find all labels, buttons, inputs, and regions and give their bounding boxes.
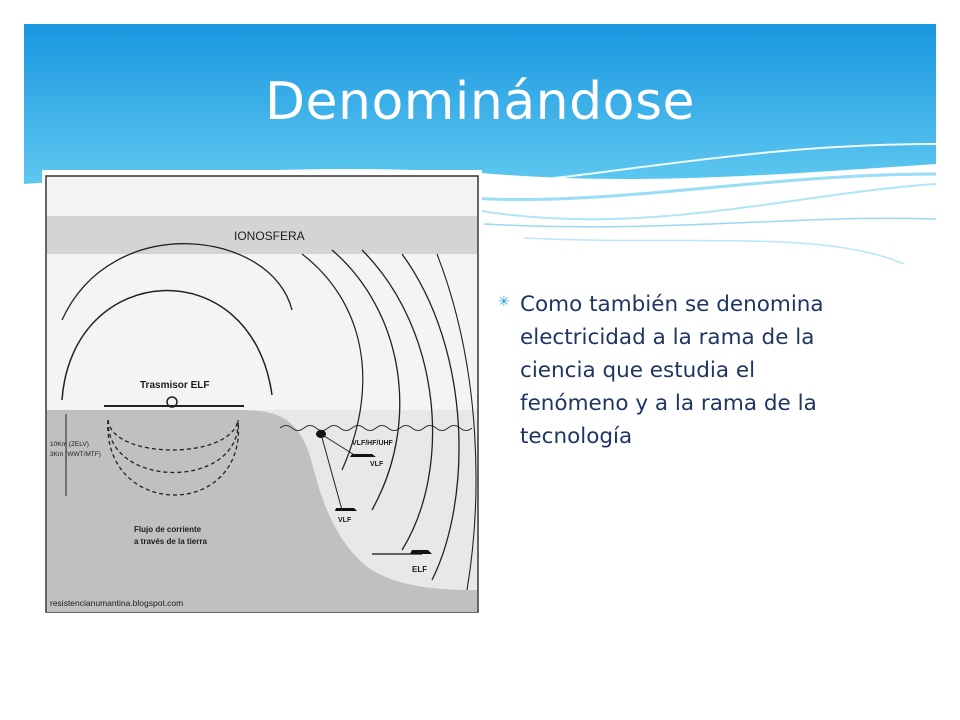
depth-label-2: 3Km (WWT/MTF) <box>50 451 101 458</box>
ionosphere-label: IONOSFERA <box>234 229 305 243</box>
elf-diagram <box>42 170 482 616</box>
slide-title: Denominándose <box>264 72 696 132</box>
sub-label-1: VLF/HF/UHF <box>352 440 393 447</box>
sub-label-3: VLF <box>338 517 352 524</box>
depth-label-1: 10Km (ZELV) <box>50 441 89 448</box>
slide <box>24 24 936 696</box>
ground-flow-label-2: a través de la tierra <box>134 537 207 546</box>
elf-diagram-drawing <box>42 170 482 616</box>
bullet-item-text: Como también se denomina electricidad a la rama de la ciencia que estudia el fenómeno y a la rama de la tecnología <box>520 292 824 449</box>
figure-credit: resistencianumantina.blogspot.com <box>50 598 184 608</box>
bullet-list <box>498 288 858 453</box>
sub-label-4: ELF <box>412 565 428 574</box>
ground-flow-label-1: Flujo de corriente <box>134 525 202 534</box>
sub-label-2: VLF <box>370 461 384 468</box>
bullet-marker-icon: ✳ <box>498 294 510 310</box>
transmitter-label: Trasmisor ELF <box>140 380 210 391</box>
